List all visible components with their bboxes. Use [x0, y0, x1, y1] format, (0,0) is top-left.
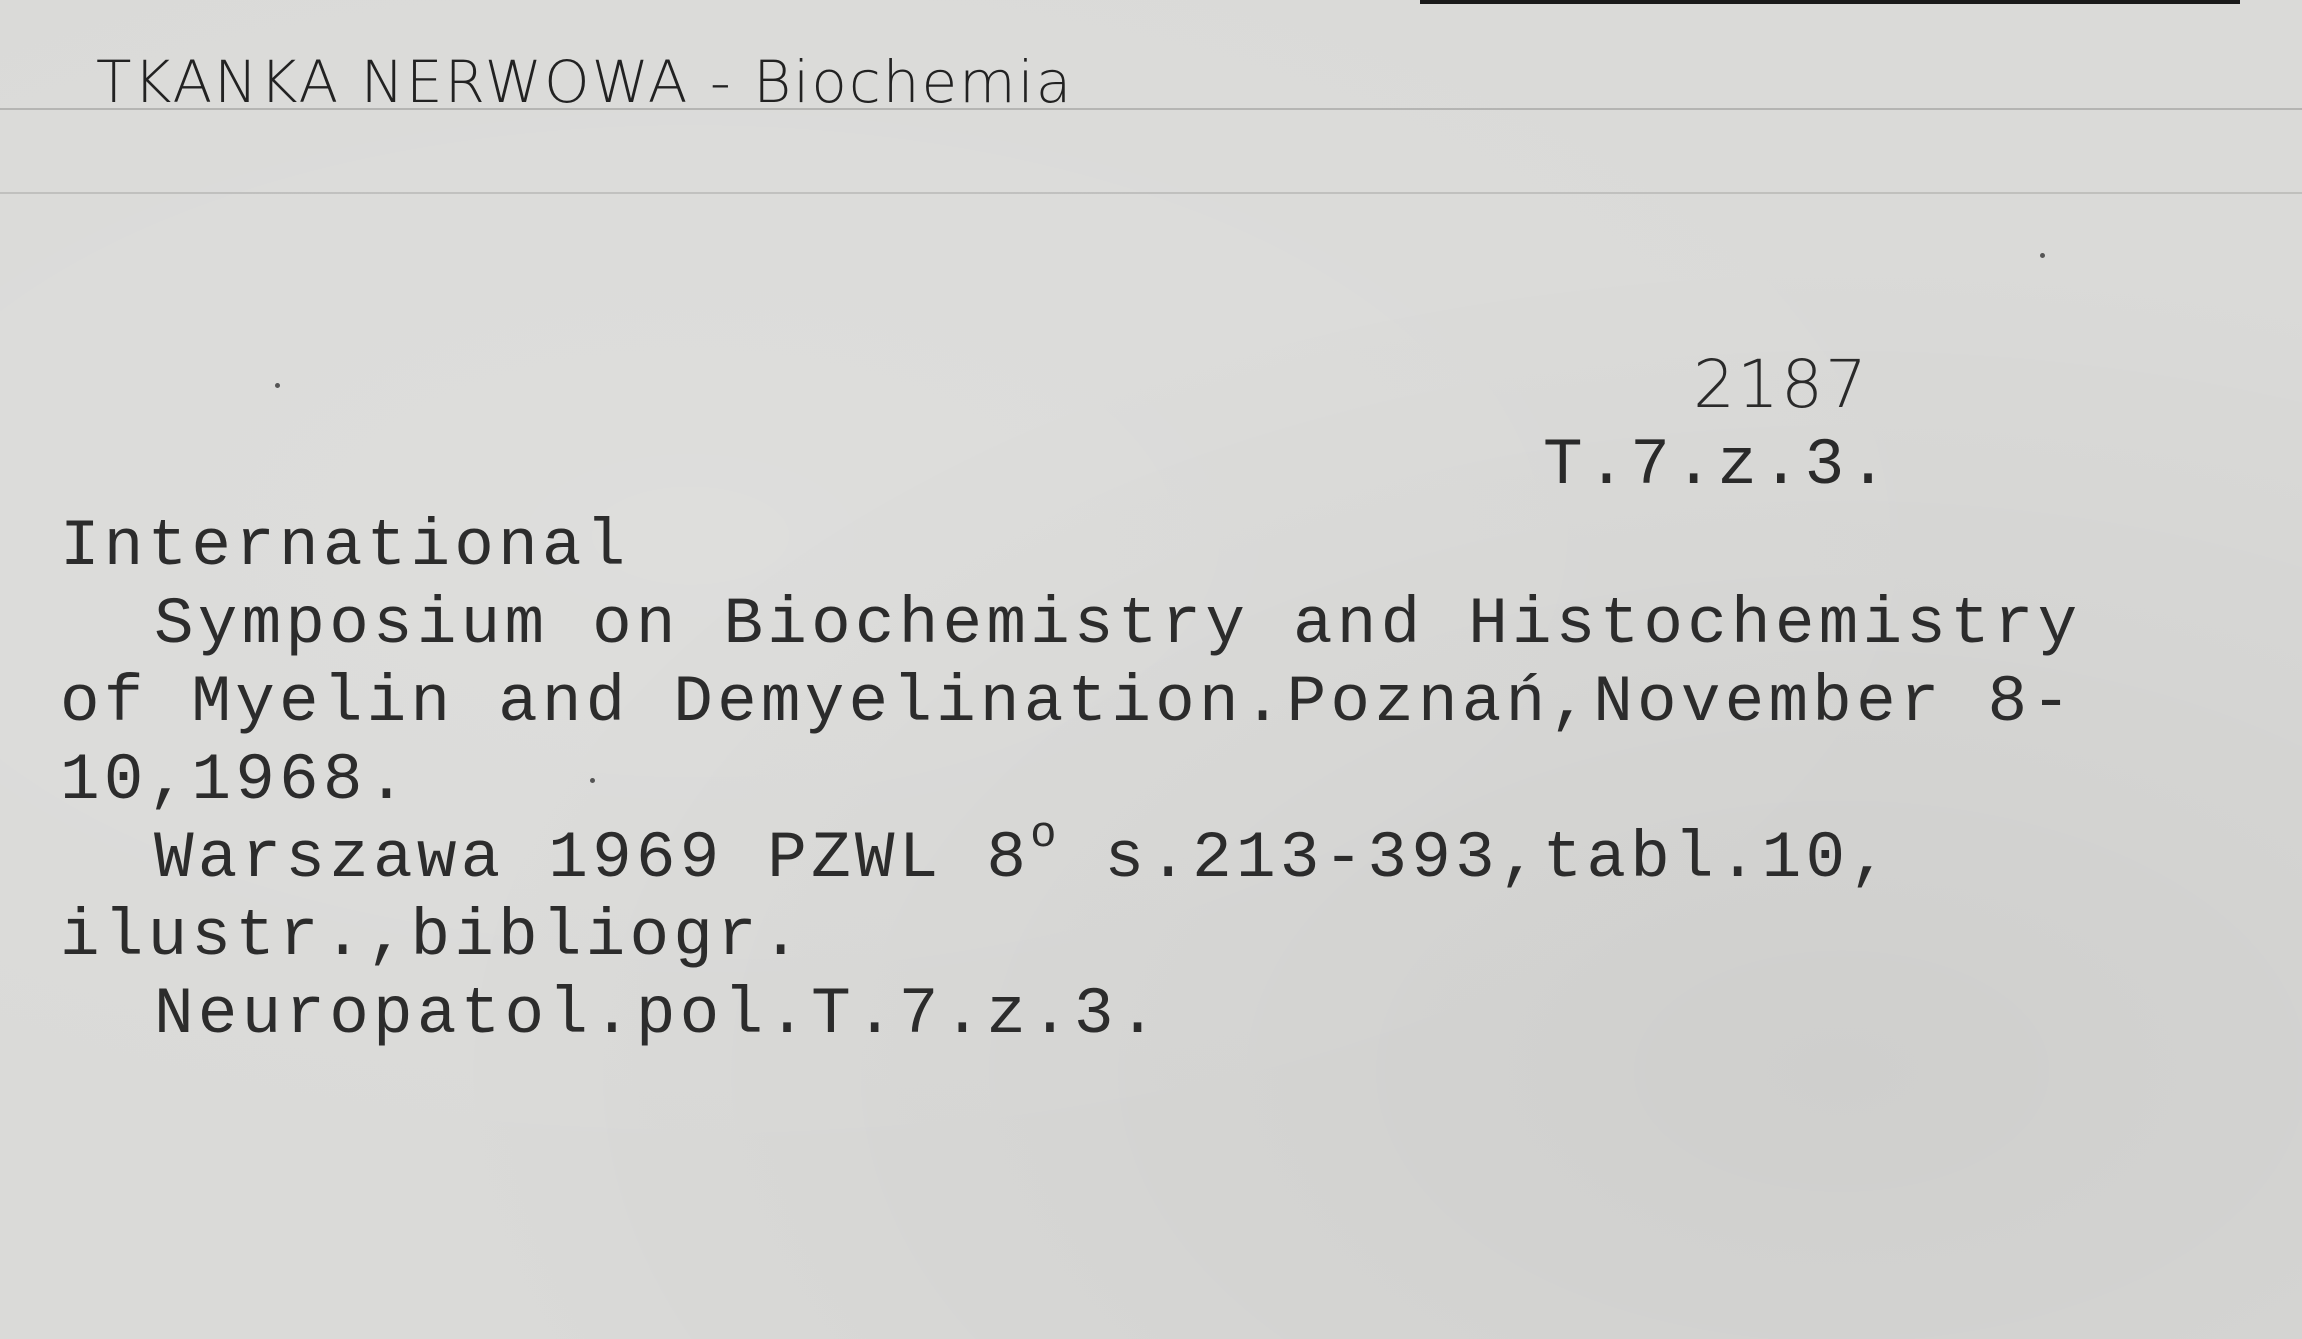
paper-speck: [275, 383, 280, 388]
entry-line-imprint: [60, 810, 2081, 898]
entry-line-illustrations: ilustr.,bibliogr.: [60, 899, 805, 974]
paper-speck: [590, 778, 595, 783]
volume-reference: T.7.z.3.: [1543, 428, 1892, 503]
entry-line-date: 10,1968.: [60, 743, 411, 818]
paper-speck: [2040, 253, 2045, 258]
format-superscript: o: [1030, 810, 1061, 860]
imprint-text: Warszawa 1969 PZWL 8: [154, 821, 1031, 896]
imprint-pages: s.213-393,tabl.10,: [1060, 821, 1894, 896]
entry-line-title-1: Symposium on Biochemistry and Histochemistry: [154, 587, 2082, 662]
ruled-line: [0, 192, 2302, 194]
call-number: 2187: [1693, 346, 1869, 423]
subject-heading: TKANKA NERWOWA - Biochemia: [96, 48, 1074, 116]
card-edge-shadow: [1420, 0, 2240, 4]
entry-line-series: Neuropatol.pol.T.7.z.3.: [154, 977, 1162, 1052]
bibliographic-entry: [60, 508, 2081, 1054]
entry-line-author: International: [60, 509, 630, 584]
entry-line-title-2: of Myelin and Demyelination.Poznań,November 8-: [60, 665, 2076, 740]
